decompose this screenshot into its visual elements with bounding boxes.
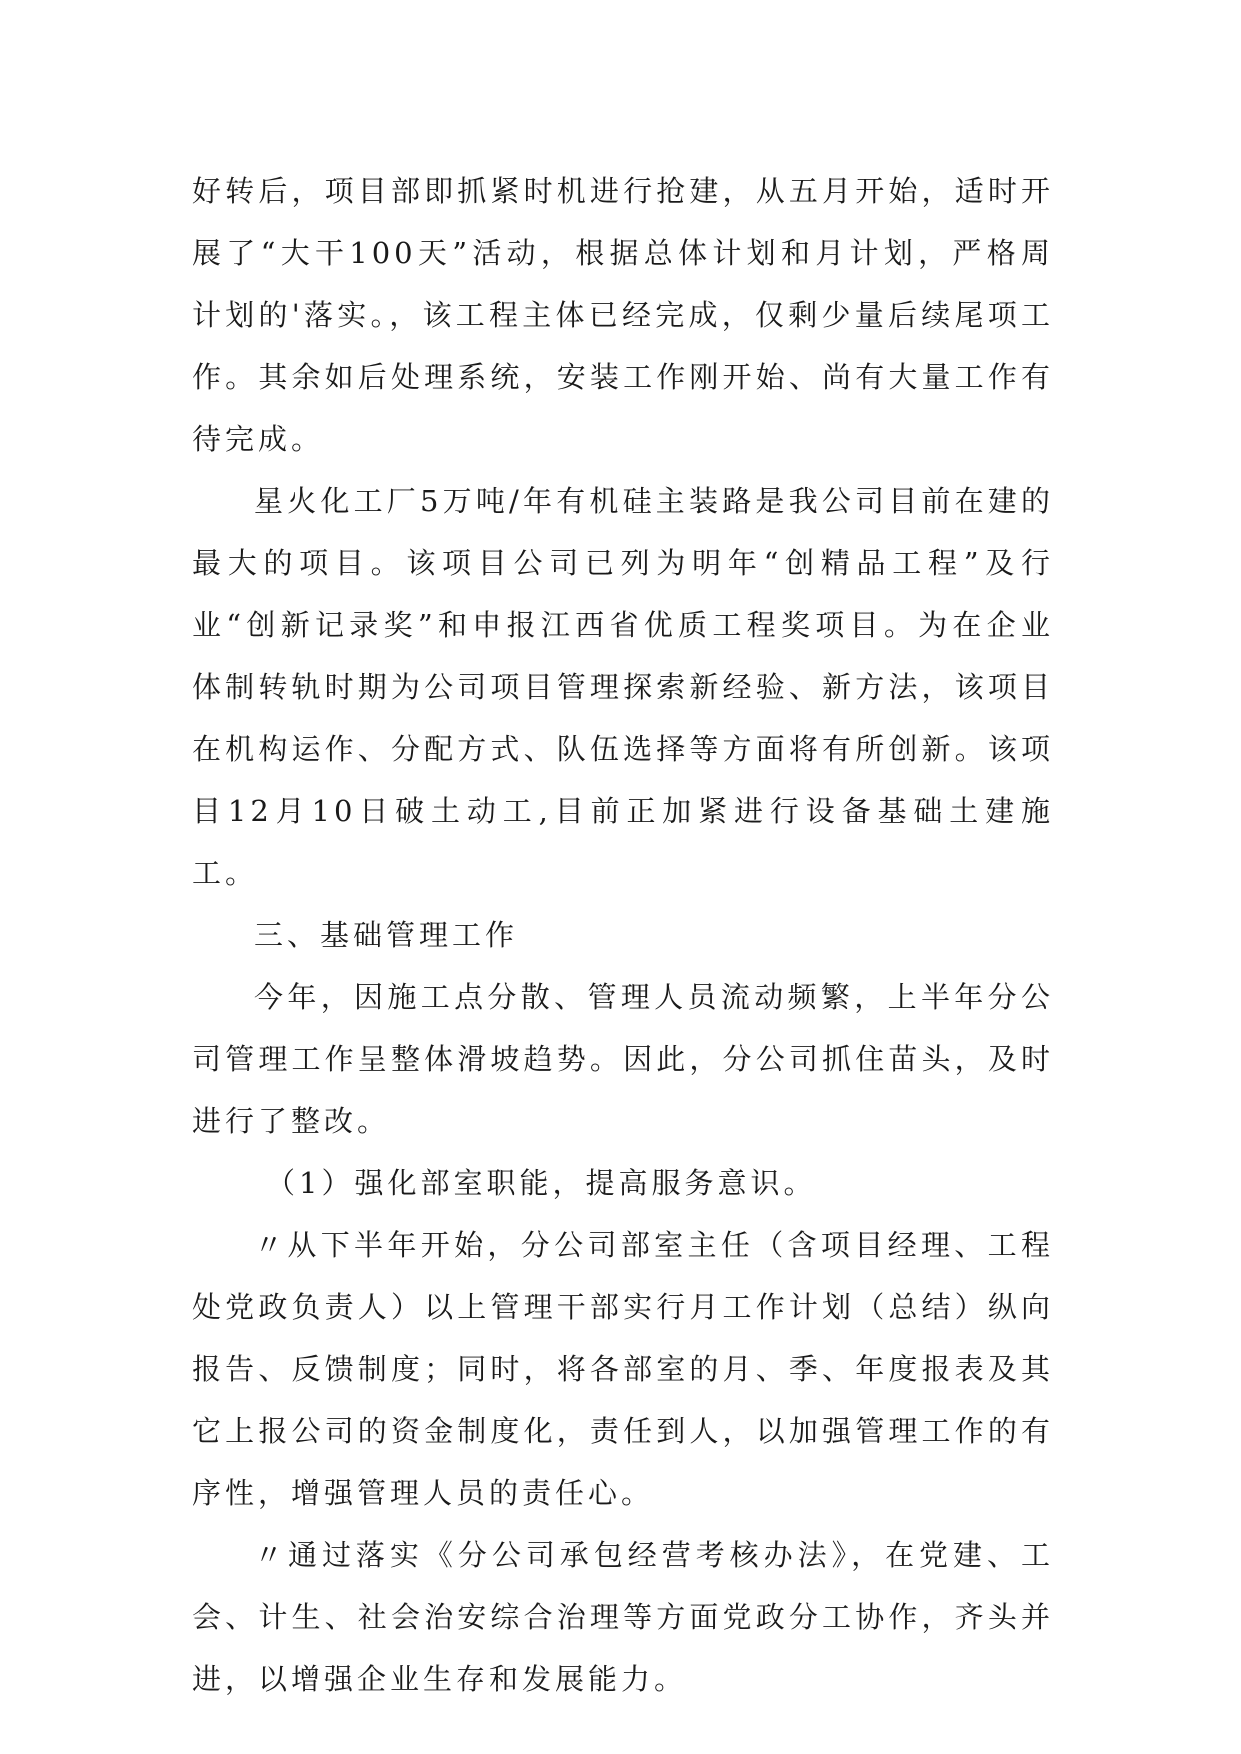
paragraph-assessment-measures: 〃通过落实《分公司承包经营考核办法》，在党建、工会、计生、社会治安综合治理等方面党政分工协作，齐头并进，以增强企业生存和发展能力。 xyxy=(192,1538,1054,1696)
paragraph-monthly-reporting: 〃从下半年开始，分公司部室主任（含项目经理、工程处党政负责人）以上管理干部实行月工作计划（总结）纵向报告、反馈制度；同时，将各部室的月、季、年度报表及其它上报公司的资金制度化，责任到人，以加强管理工作的有序性，增强管理人员的责任心。 xyxy=(192,1228,1054,1510)
paragraph-management-rectification: 今年，因施工点分散、管理人员流动频繁，上半年分公司管理工作呈整体滑坡趋势。因此，分公司抓住苗头，及时进行了整改。 xyxy=(192,980,1054,1138)
paragraph-project-progress: 好转后，项目部即抓紧时机进行抢建，从五月开始，适时开展了“大干100天”活动，根据总体计划和月计划，严格周计划的'落实。，该工程主体已经完成，仅剩少量后续尾项工作。其余如后处理系统，安装工作刚开始、尚有大量工作有待完成。 xyxy=(192,174,1054,456)
section-heading-basic-management: 三、基础管理工作 xyxy=(254,918,519,952)
document-body xyxy=(192,160,1054,1710)
paragraph-silicone-project: 星火化工厂5万吨/年有机硅主装路是我公司目前在建的最大的项目。该项目公司已列为明年“创精品工程”及行业“创新记录奖”和申报江西省优质工程奖项目。为在企业体制转轨时期为公司项目管理探索新经验、新方法，该项目在机构运作、分配方式、队伍选择等方面将有所创新。该项目12月10日破土动工,目前正加紧进行设备基础土建施工。 xyxy=(192,484,1054,890)
subheading-strengthen-departments: （1）强化部室职能，提高服务意识。 xyxy=(266,1166,817,1200)
